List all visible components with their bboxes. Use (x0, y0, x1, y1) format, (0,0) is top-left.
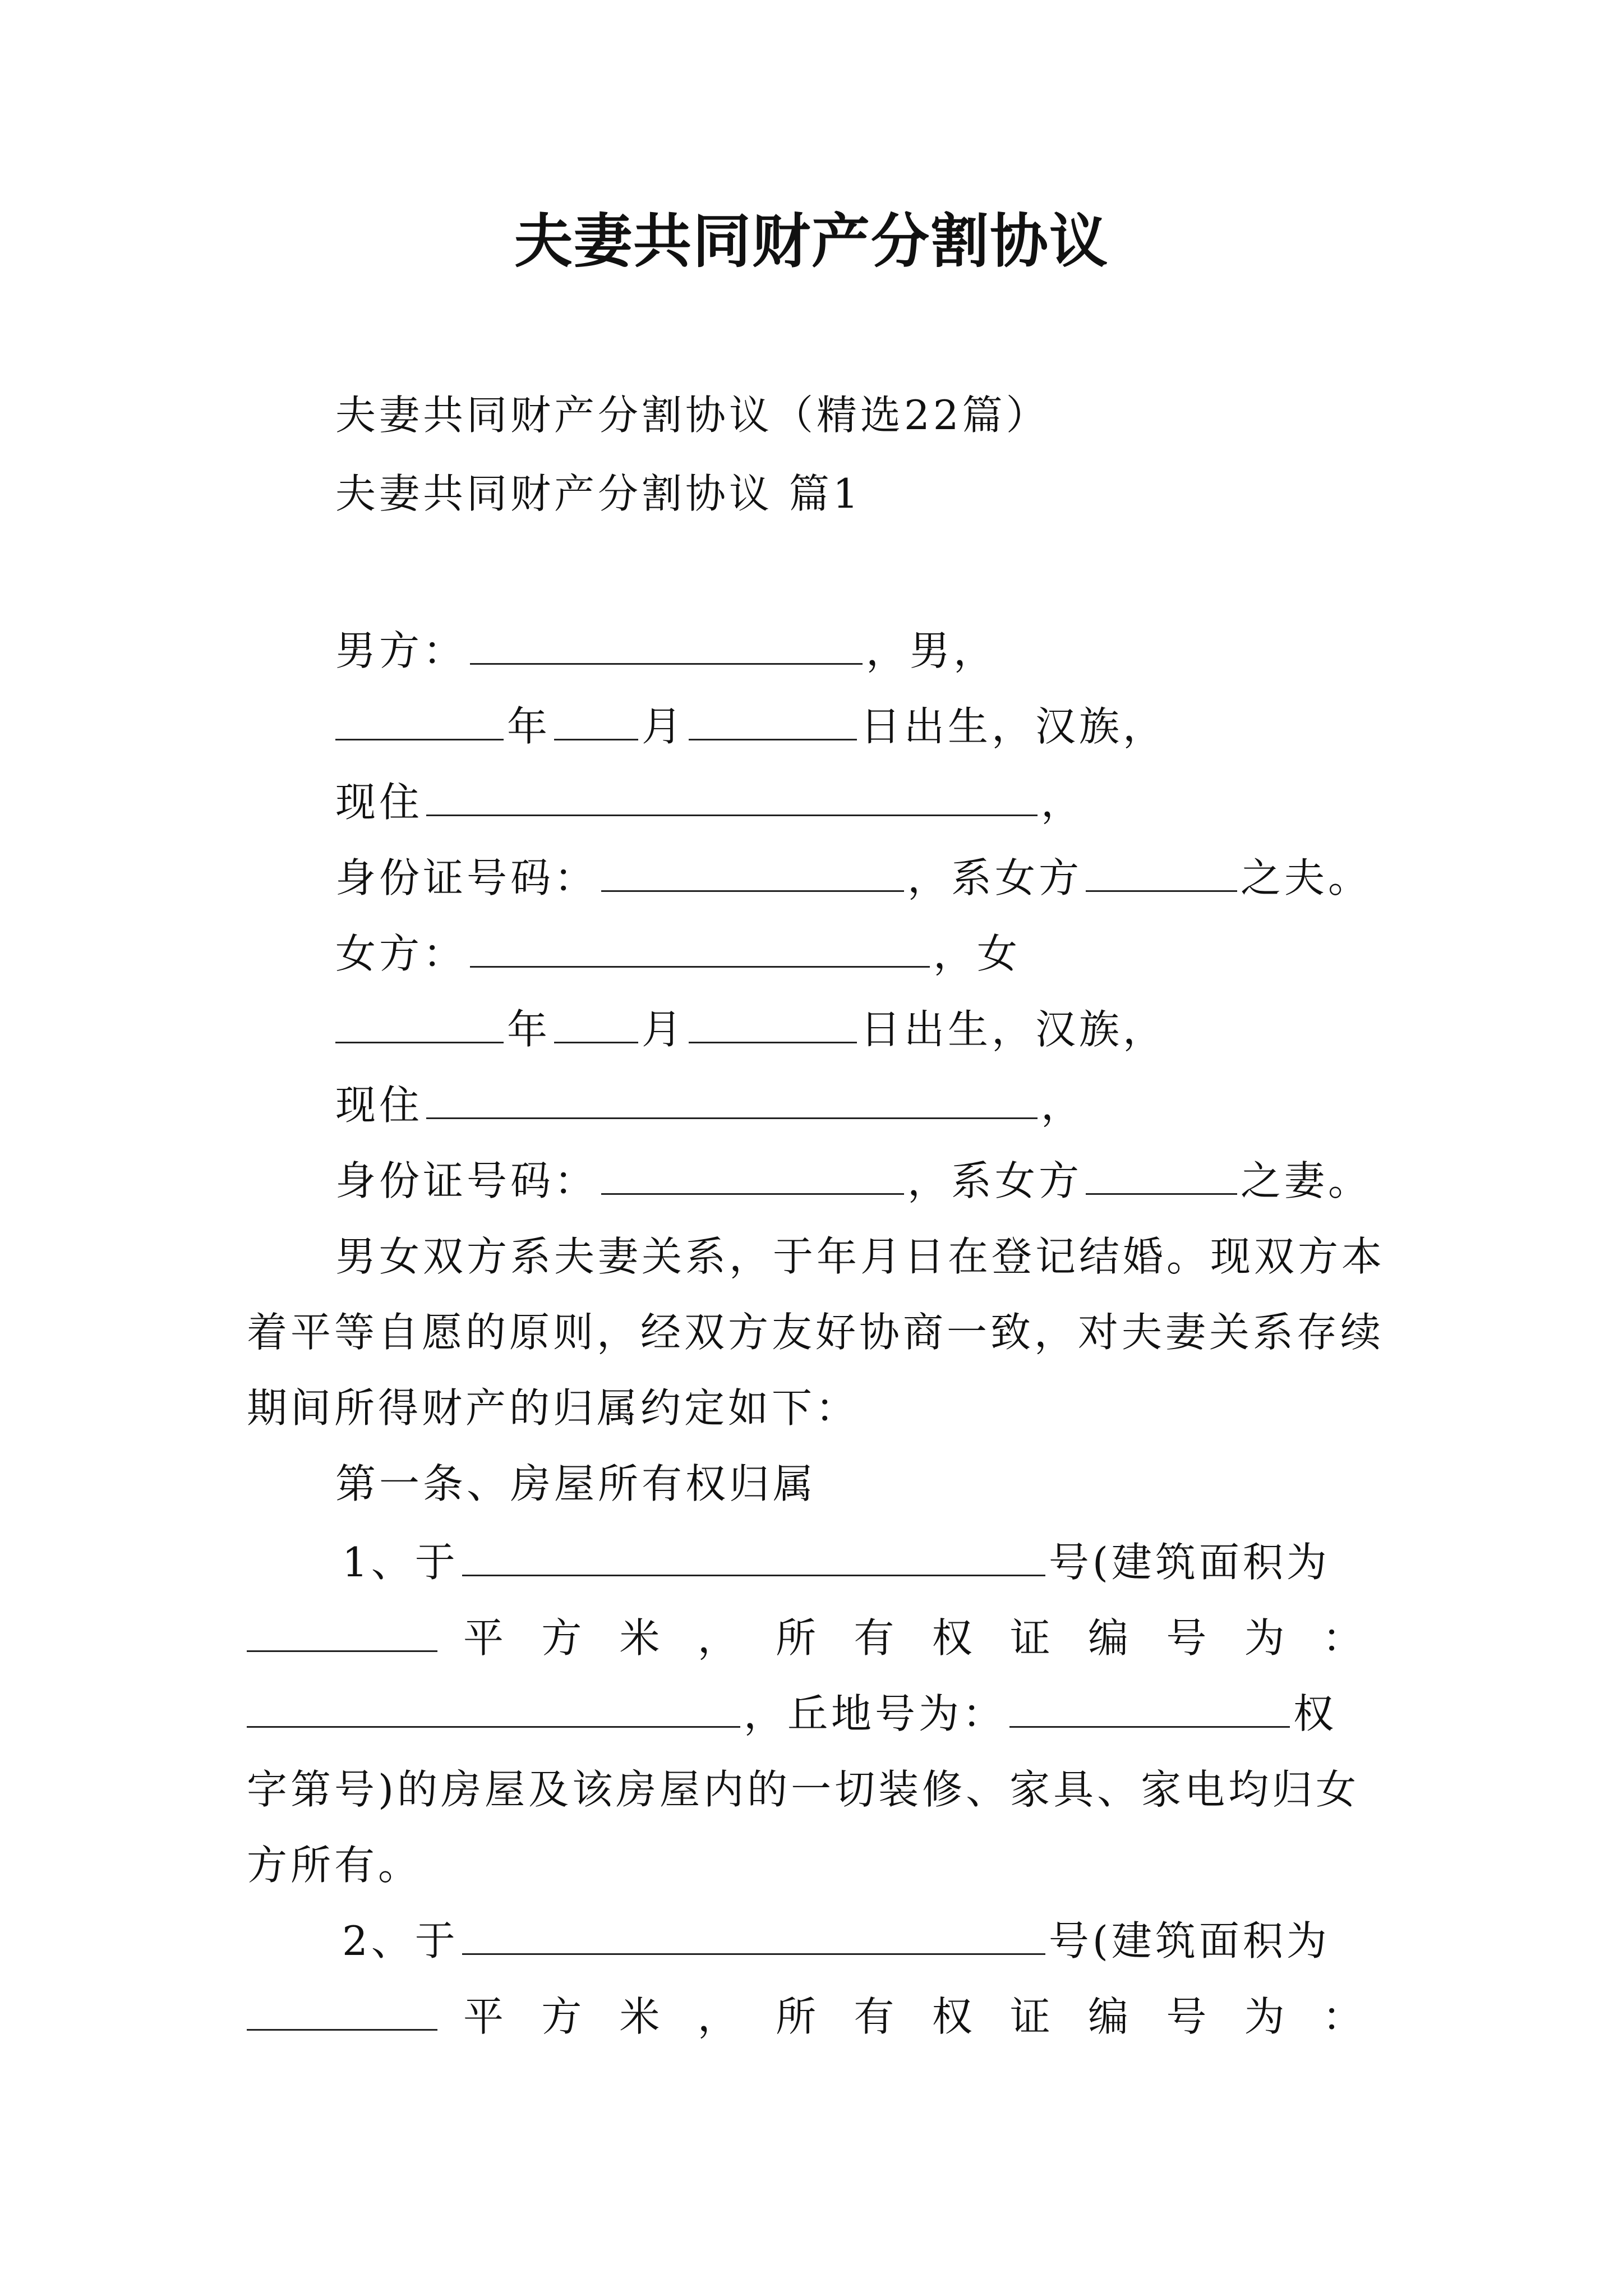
comma: ， (1041, 779, 1085, 826)
spread-char: 方 (541, 1614, 585, 1662)
document-title: 夫妻共同财产分割协议 (514, 206, 1109, 275)
spread-char: 证 (1009, 1614, 1054, 1662)
birth-suffix: 日出生，汉族， (860, 1006, 1167, 1053)
male-residence-line (335, 774, 1085, 830)
spread-char: 所 (776, 1993, 820, 2040)
birth-suffix: 日出生，汉族， (860, 703, 1167, 750)
document-subtitle: 夫妻共同财产分割协议（精选22篇） (335, 392, 1050, 439)
female-residence-blank[interactable] (426, 1077, 1038, 1119)
year-label: 年 (507, 1006, 551, 1053)
relation-suffix: 之夫。 (1241, 854, 1372, 901)
male-birth-day-blank[interactable] (689, 698, 857, 740)
spread-char: 平 (463, 1614, 508, 1662)
relation-prefix: ，系女方 (907, 1157, 1083, 1204)
female-relation-blank[interactable] (1086, 1153, 1237, 1195)
relation-suffix: 之妻。 (1241, 1157, 1372, 1204)
female-label: 女方： (335, 930, 467, 977)
comma: ， (1041, 1082, 1085, 1129)
male-label: 男方： (335, 627, 467, 674)
item2-area-text (463, 1989, 1366, 2045)
spread-char: 编 (1088, 1993, 1132, 2040)
female-name-blank[interactable] (470, 926, 930, 968)
spread-char: 为 (1244, 1993, 1288, 2040)
item1-line-4: 字第号)的房屋及该房屋内的一切装修、家具、家电均归女 (247, 1766, 1360, 1813)
male-name-blank[interactable] (470, 623, 863, 665)
male-id-blank[interactable] (601, 850, 904, 892)
intro-line-1: 男女双方系夫妻关系，于年月日在登记结婚。现双方本 (335, 1233, 1386, 1280)
item2-address-blank[interactable] (462, 1913, 1045, 1955)
article1-heading: 第一条、房屋所有权归属 (335, 1460, 817, 1507)
male-id-line (335, 850, 1372, 906)
spread-char: 证 (1009, 1993, 1054, 2040)
female-id-blank[interactable] (601, 1153, 904, 1195)
male-relation-blank[interactable] (1086, 850, 1237, 892)
item2-area-blank[interactable] (247, 1989, 437, 2031)
male-birth-month-blank[interactable] (554, 698, 638, 740)
spread-char: 为 (1244, 1614, 1288, 1662)
spread-char: 平 (463, 1993, 508, 2040)
month-label: 月 (642, 1006, 686, 1053)
spread-char: 有 (854, 1993, 898, 2040)
section-heading: 夫妻共同财产分割协议 篇1 (335, 470, 862, 517)
item1-area-blank[interactable] (247, 1610, 437, 1652)
residence-label: 现住 (335, 779, 423, 826)
month-label: 月 (642, 703, 686, 750)
item1-line-5: 方所有。 (247, 1842, 422, 1889)
item1-prefix: 1、于 (342, 1539, 459, 1586)
male-name-line (335, 623, 997, 679)
item1-right-char: 权 (1293, 1690, 1338, 1737)
relation-prefix: ，系女方 (907, 854, 1083, 901)
item1-area-text (463, 1610, 1366, 1666)
spread-char: ： (1322, 1614, 1366, 1662)
female-id-line (335, 1153, 1372, 1209)
item2-line-2 (247, 1989, 1377, 2045)
female-birth-line (335, 1001, 1166, 1057)
intro-line-2: 着平等自愿的原则，经双方友好协商一致，对夫妻关系存续 (247, 1309, 1385, 1356)
item1-address-blank[interactable] (462, 1534, 1045, 1576)
id-label: 身份证号码： (335, 854, 598, 901)
spread-char: 权 (932, 1614, 976, 1662)
spread-char: 所 (776, 1614, 820, 1662)
item1-plot-blank[interactable] (1009, 1686, 1290, 1728)
female-birth-day-blank[interactable] (689, 1001, 857, 1043)
spread-char: ， (697, 1614, 741, 1662)
id-label: 身份证号码： (335, 1157, 598, 1204)
spread-char: 有 (854, 1614, 898, 1662)
female-gender: ，女 (933, 930, 1021, 977)
male-gender: ，男， (866, 627, 998, 674)
female-residence-line (335, 1077, 1085, 1133)
item2-suffix: 号(建筑面积为 (1048, 1917, 1330, 1964)
male-residence-blank[interactable] (426, 774, 1038, 816)
intro-line-3: 期间所得财产的归属约定如下： (247, 1384, 860, 1432)
item2-prefix: 2、于 (342, 1917, 459, 1964)
spread-char: 号 (1166, 1614, 1210, 1662)
female-name-line (335, 926, 1021, 982)
spread-char: ， (697, 1993, 741, 2040)
item1-plot-label: ，丘地号为： (744, 1690, 1007, 1737)
spread-char: 编 (1088, 1614, 1132, 1662)
item1-line-1 (342, 1534, 1330, 1590)
male-birth-year-blank[interactable] (335, 698, 504, 740)
item1-line-2 (247, 1610, 1377, 1666)
spread-char: 米 (619, 1614, 663, 1662)
spread-char: 号 (1166, 1993, 1210, 2040)
spread-char: 方 (541, 1993, 585, 2040)
spread-char: 权 (932, 1993, 976, 2040)
year-label: 年 (507, 703, 551, 750)
spread-char: ： (1322, 1993, 1366, 2040)
item1-suffix: 号(建筑面积为 (1048, 1539, 1330, 1586)
item1-line-3 (247, 1686, 1337, 1742)
female-birth-year-blank[interactable] (335, 1001, 504, 1043)
item2-line-1 (342, 1913, 1330, 1969)
item1-cert-blank[interactable] (247, 1686, 740, 1728)
spread-char: 米 (619, 1993, 663, 2040)
male-birth-line (335, 698, 1166, 754)
female-birth-month-blank[interactable] (554, 1001, 638, 1043)
residence-label: 现住 (335, 1082, 423, 1129)
